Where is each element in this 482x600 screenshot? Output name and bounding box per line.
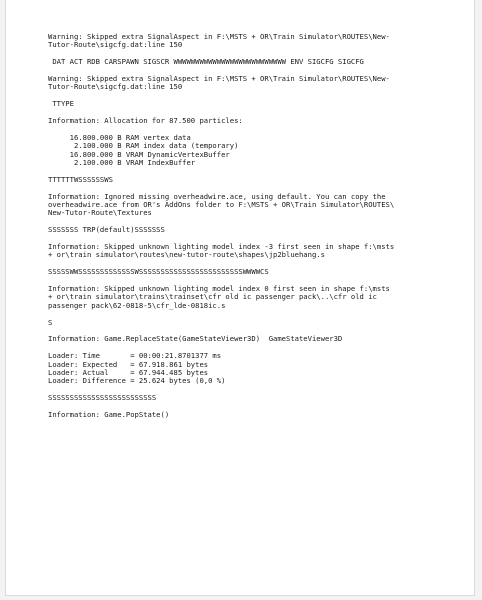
log-line: Loader: Difference = 25.624 bytes (0,0 %) bbox=[48, 376, 226, 386]
log-block bbox=[48, 268, 448, 276]
log-block bbox=[48, 243, 448, 260]
log-block bbox=[48, 176, 448, 184]
blank-line bbox=[48, 310, 448, 318]
log-line: + or\train simulator\trains\trainset\cfr old ic passenger pack\..\cfr old ic bbox=[48, 292, 377, 302]
log-line: Information: Game.ReplaceState(GameStateViewer3D) GameStateViewer3D bbox=[48, 334, 343, 344]
log-line: Tutor-Route\sigcfg.dat:line 150 bbox=[48, 82, 183, 92]
log-block bbox=[48, 58, 448, 66]
log-line: passenger pack\62-0818-5\cfr_lde-0818ic.s bbox=[48, 300, 226, 310]
log-line: Warning: Skipped extra SignalAspect in F:\MSTS + OR\Train Simulator\ROUTES\New- bbox=[48, 32, 390, 41]
document-page bbox=[5, 0, 475, 596]
log-line: 16.800.000 B RAM vertex data bbox=[48, 132, 191, 142]
log-line: TTTTTTWSSSSSSWS bbox=[48, 174, 113, 184]
log-line: Loader: Actual = 67.944.485 bytes bbox=[48, 368, 209, 378]
log-line: Information: Skipped unknown lighting model index 0 first seen in shape f:\msts bbox=[48, 284, 390, 294]
log-line: Loader: Time = 00:00:21.8701377 ms bbox=[48, 351, 222, 361]
log-block bbox=[48, 226, 448, 234]
log-line: SSSSSSSSSSSSSSSSSSSSSSSSS bbox=[48, 393, 157, 403]
log-block bbox=[48, 75, 448, 92]
log-line: Information: Game.PopState() bbox=[48, 410, 170, 420]
log-block bbox=[48, 335, 448, 343]
log-line: Loader: Expected = 67.918.861 bytes bbox=[48, 359, 209, 369]
log-block bbox=[48, 193, 448, 218]
log-line: Tutor-Route\sigcfg.dat:line 150 bbox=[48, 40, 183, 50]
log-line: Information: Allocation for 87.500 particles: bbox=[48, 116, 243, 125]
log-block bbox=[48, 100, 448, 108]
log-line: 16.800.000 B VRAM DynamicVertexBuffer bbox=[48, 149, 230, 159]
log-line: SSSSSWWSSSSSSSSSSSSSWSSSSSSSSSSSSSSSSSSSSSSSSWWWWCS bbox=[48, 267, 269, 277]
log-block bbox=[48, 134, 448, 168]
log-line: SSSSSSS TRP(default)SSSSSSS bbox=[48, 225, 165, 235]
log-line: TTYPE bbox=[48, 99, 74, 109]
log-line: Information: Skipped unknown lighting model index -3 first seen in shape f:\msts bbox=[48, 242, 395, 252]
log-line: New-Tutor-Route\Textures bbox=[48, 208, 152, 218]
log-line: 2.100.000 B VRAM IndexBuffer bbox=[48, 158, 196, 168]
log-block bbox=[48, 319, 448, 327]
log-block bbox=[48, 411, 448, 419]
log-block bbox=[48, 394, 448, 402]
log-line: 2.100.000 B RAM index data (temporary) bbox=[48, 141, 239, 151]
log-line: S bbox=[48, 317, 53, 327]
log-line: Information: Ignored missing overheadwire.ace, using default. You can copy the bbox=[48, 191, 386, 201]
log-line: DAT ACT RDB CARSPAWN SIGSCR WWWWWWWWWWWWWWWWWWWWWWWWWW ENV SIGCFG SIGCFG bbox=[48, 57, 364, 67]
log-block bbox=[48, 33, 448, 50]
log-text bbox=[48, 33, 448, 419]
log-line: Warning: Skipped extra SignalAspect in F:\MSTS + OR\Train Simulator\ROUTES\New- bbox=[48, 74, 390, 83]
log-block bbox=[48, 352, 448, 386]
log-line: + or\train simulator\routes\new-tutor-route\shapes\jp2bluehang.s bbox=[48, 250, 325, 260]
log-block bbox=[48, 117, 448, 125]
log-line: overheadwire.ace from OR's AddOns folder to F:\MSTS + OR\Train Simulator\ROUTES\ bbox=[48, 200, 395, 210]
log-block bbox=[48, 285, 448, 310]
blank-line bbox=[48, 92, 448, 100]
